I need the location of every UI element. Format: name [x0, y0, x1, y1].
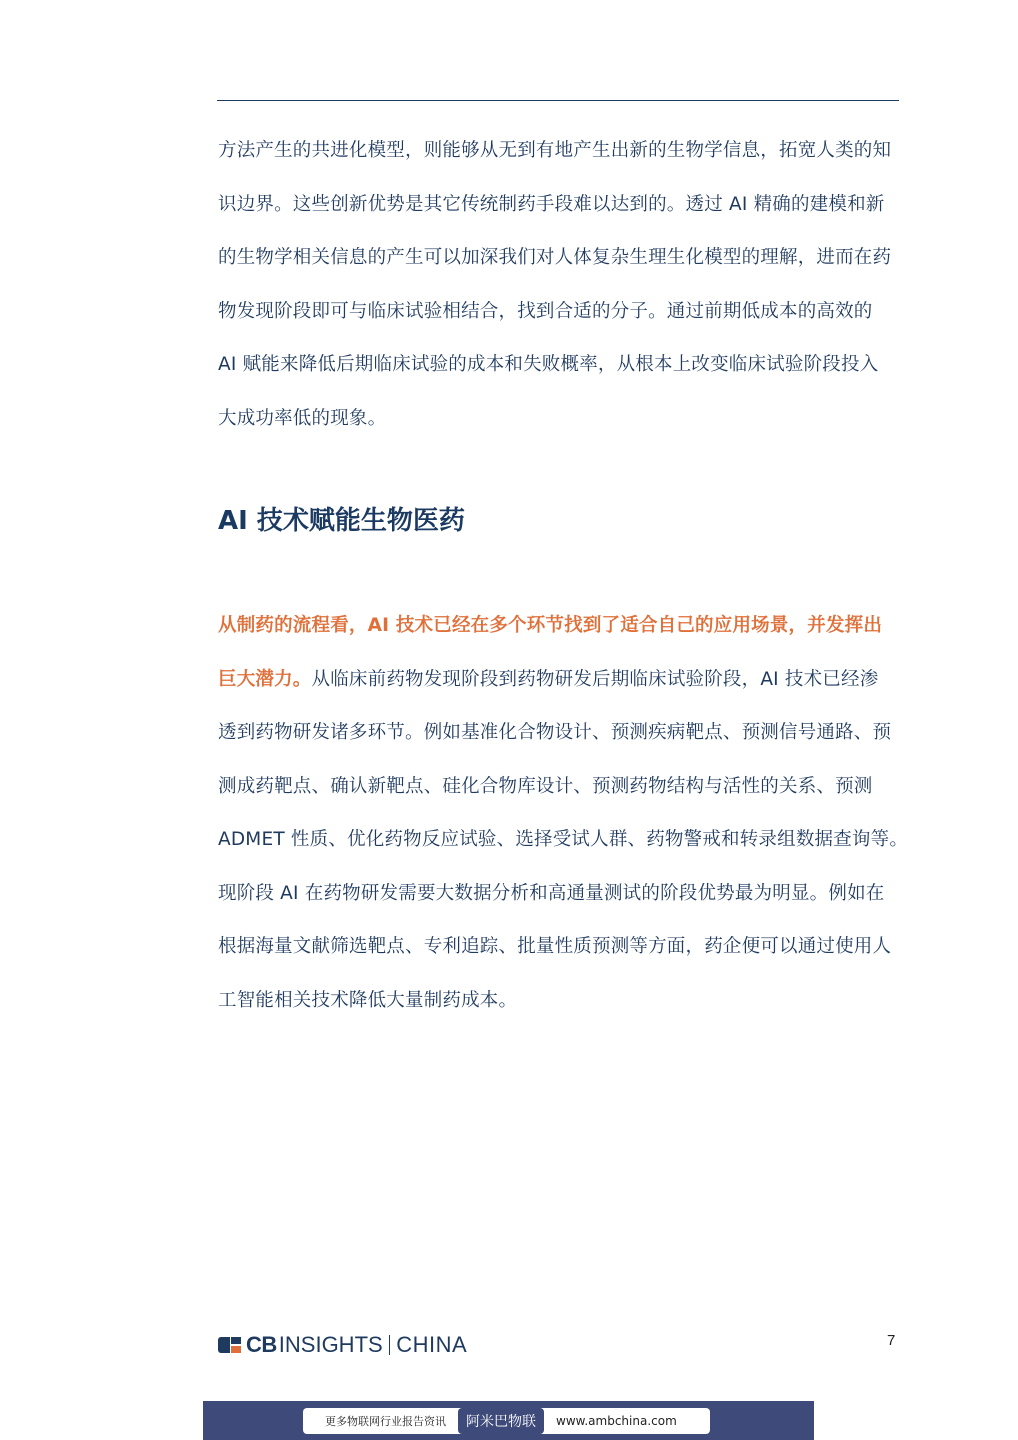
text-line: 透到药物研发诸多环节。例如基准化合物设计、预测疾病靶点、预测信号通路、预 [218, 722, 892, 743]
text-line: 方法产生的共进化模型，则能够从无到有地产生出新的生物学信息，拓宽人类的知 [218, 140, 892, 161]
paragraph-ai-pharma [218, 599, 908, 1027]
page-number: 7 [887, 1332, 896, 1349]
text-line: 大成功率低的现象。 [218, 407, 387, 429]
text-line-rest: 从临床前药物发现阶段到药物研发后期临床试验阶段，AI 技术已经渗 [311, 668, 879, 690]
logo-cb-text: CB [246, 1332, 277, 1357]
banner-brand[interactable]: 阿米巴物联 [458, 1408, 544, 1434]
text-line: 工智能相关技术降低大量制药成本。 [218, 989, 518, 1011]
text-line: 物发现阶段即可与临床试验相结合，找到合适的分子。通过前期低成本的高效的 [218, 300, 873, 322]
banner-text: 更多物联网行业报告资讯 [325, 1415, 446, 1428]
text-line: 测成药靶点、确认新靶点、硅化合物库设计、预测药物结构与活性的关系、预测 [218, 775, 873, 797]
highlight-text: 从制药的流程看，AI 技术已经在多个环节找到了适合自己的应用场景，并发挥出 [218, 615, 883, 636]
ad-banner[interactable] [203, 1401, 814, 1440]
logo-china-text: CHINA [396, 1332, 468, 1357]
page-content [218, 124, 908, 1027]
text-line [218, 653, 908, 707]
logo-divider [389, 1335, 391, 1355]
header-rule [217, 100, 899, 101]
text-line: ADMET 性质、优化药物反应试验、选择受试人群、药物警戒和转录组数据查询等。 [218, 829, 909, 850]
section-heading: AI 技术赋能生物医药 [218, 506, 465, 536]
text-line: 现阶段 AI 在药物研发需要大数据分析和高通量测试的阶段优势最为明显。例如在 [218, 882, 885, 904]
text-line: 识边界。这些创新优势是其它传统制药手段难以达到的。透过 AI 精确的建模和新 [218, 193, 885, 215]
cb-logo-icon [218, 1335, 242, 1355]
banner-url-link[interactable]: www.ambchina.com [556, 1414, 677, 1428]
text-line: 根据海量文献筛选靶点、专利追踪、批量性质预测等方面，药企便可以通过使用人 [218, 936, 892, 957]
paragraph-intro [218, 124, 908, 445]
text-line: 的生物学相关信息的产生可以加深我们对人体复杂生理生化模型的理解，进而在药 [218, 247, 892, 268]
highlight-text: 巨大潜力。 [218, 668, 312, 690]
logo-insights-text: INSIGHTS [278, 1332, 383, 1357]
banner-pill[interactable] [303, 1408, 710, 1434]
cbinsights-china-logo [218, 1331, 467, 1359]
text-line: AI 赋能来降低后期临床试验的成本和失败概率，从根本上改变临床试验阶段投入 [218, 354, 879, 375]
